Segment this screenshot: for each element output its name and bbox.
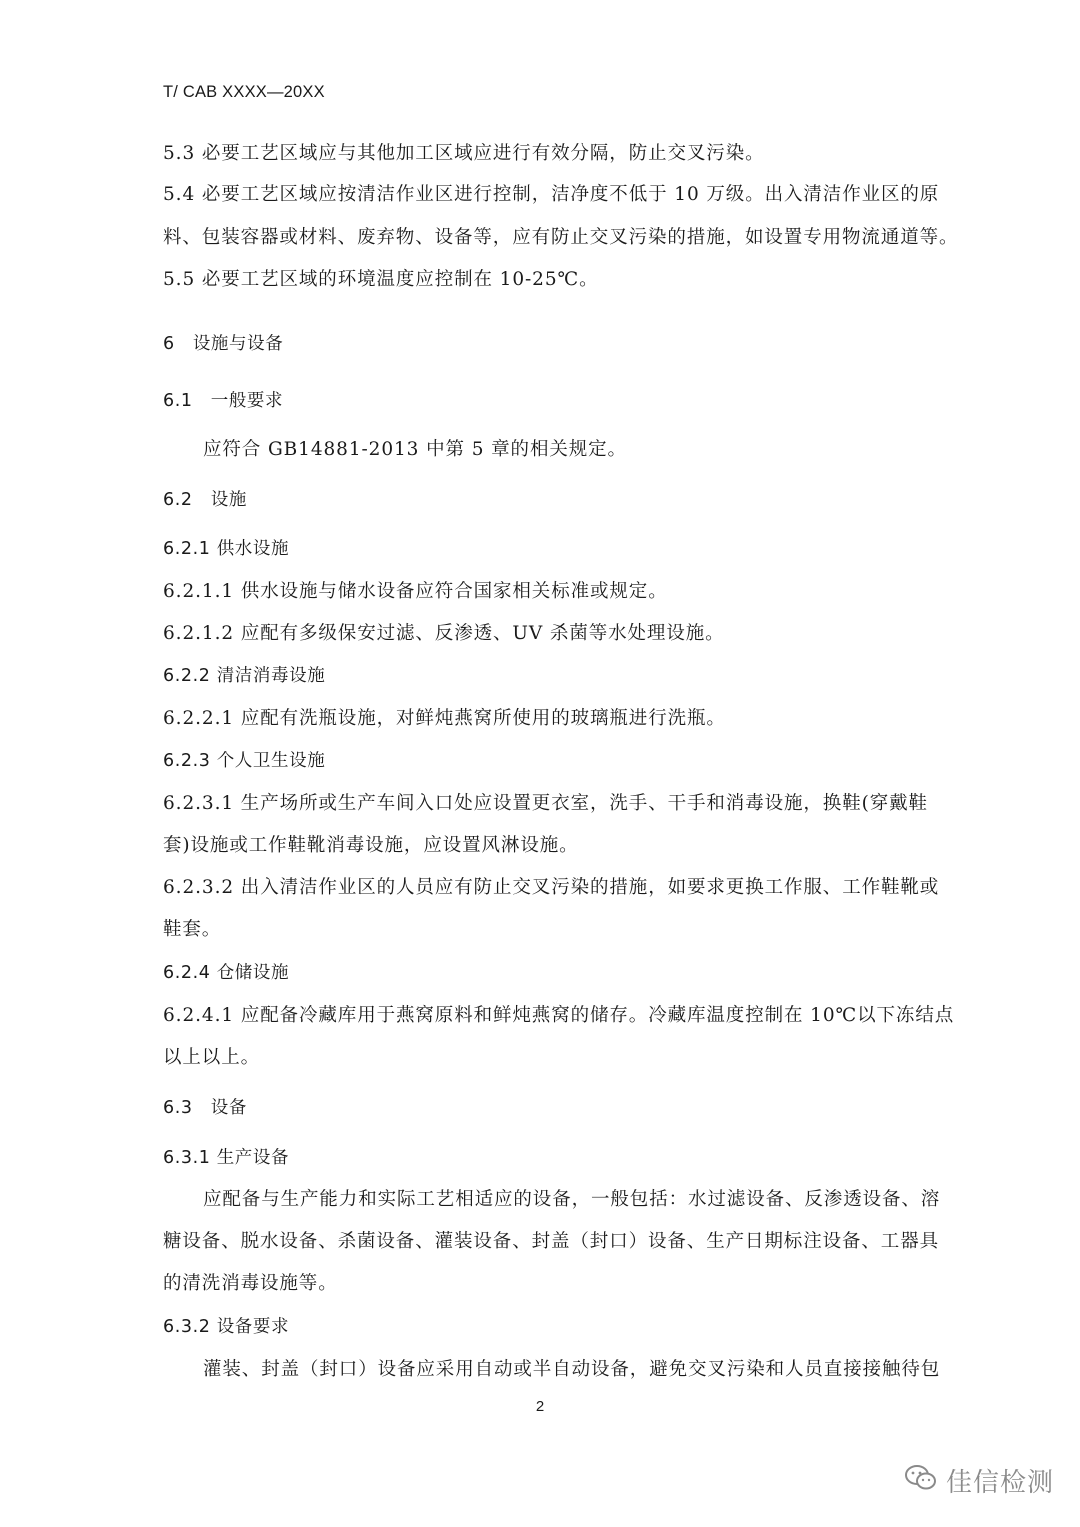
watermark-text: 佳信检测 [946,1467,1055,1498]
clause-6-3-1-text: 应配备与生产能力和实际工艺相适应的设备，一般包括：水过滤设备、反渗透设备、溶 [203,1189,941,1210]
section-6-1-heading: 6.1 一般要求 [163,391,284,411]
section-6-3-heading: 6.3 设备 [163,1098,247,1118]
clause-6-2-1-1: 6.2.1.1 供水设施与储水设备应符合国家相关标准或规定。 [163,581,668,602]
section-6-2-2-heading: 6.2.2 清洁消毒设施 [163,666,326,686]
section-6-2-heading: 6.2 设施 [163,490,247,510]
watermark [904,1460,1054,1500]
clause-6-2-3-1: 6.2.3.1 生产场所或生产车间入口处应设置更衣室，洗手、干手和消毒设施，换鞋(穿戴鞋 [163,793,928,814]
document-code-header: T/ CAB XXXX—20XX [163,83,325,101]
section-6-2-4-heading: 6.2.4 仓储设施 [163,963,290,983]
clause-6-2-3-2-cont: 鞋套。 [163,919,222,940]
clause-6-2-3-2: 6.2.3.2 出入清洁作业区的人员应有防止交叉污染的措施，如要求更换工作服、工作鞋靴或 [163,877,940,898]
section-6-3-2-heading: 6.3.2 设备要求 [163,1317,290,1337]
clause-6-2-3-1-cont: 套)设施或工作鞋靴消毒设施，应设置风淋设施。 [163,835,579,856]
section-6-heading: 6 设施与设备 [163,334,284,354]
clause-5-5: 5.5 必要工艺区域的环境温度应控制在 10-25℃。 [163,269,599,290]
page-number: 2 [535,1398,545,1415]
clause-5-4: 5.4 必要工艺区域应按清洁作业区进行控制，洁净度不低于 10 万级。出入清洁作业区的原 [163,184,940,205]
section-6-2-3-heading: 6.2.3 个人卫生设施 [163,751,326,771]
section-6-2-1-heading: 6.2.1 供水设施 [163,539,290,559]
clause-6-3-2-text: 灌装、封盖（封口）设备应采用自动或半自动设备，避免交叉污染和人员直接接触待包 [203,1359,941,1380]
section-6-3-1-heading: 6.3.1 生产设备 [163,1148,290,1168]
clause-5-3: 5.3 必要工艺区域应与其他加工区域应进行有效分隔，防止交叉污染。 [163,143,765,164]
clause-6-3-1-text-cont1: 糖设备、脱水设备、杀菌设备、灌装设备、封盖（封口）设备、生产日期标注设备、工器具 [163,1231,940,1252]
clause-6-3-1-text-cont2: 的清洗消毒设施等。 [163,1273,338,1294]
clause-6-2-1-2: 6.2.1.2 应配有多级保安过滤、反渗透、UV 杀菌等水处理设施。 [163,623,725,644]
clause-6-2-4-1-cont: 以上以上。 [163,1047,261,1068]
clause-6-1-text: 应符合 GB14881-2013 中第 5 章的相关规定。 [203,439,627,460]
clause-6-2-4-1: 6.2.4.1 应配备冷藏库用于燕窝原料和鲜炖燕窝的储存。冷藏库温度控制在 10℃以下冻结点 [163,1005,955,1026]
wechat-icon [904,1463,938,1497]
clause-6-2-2-1: 6.2.2.1 应配有洗瓶设施，对鲜炖燕窝所使用的玻璃瓶进行洗瓶。 [163,708,726,729]
clause-5-4-cont: 料、包装容器或材料、废弃物、设备等，应有防止交叉污染的措施，如设置专用物流通道等。 [163,227,959,248]
